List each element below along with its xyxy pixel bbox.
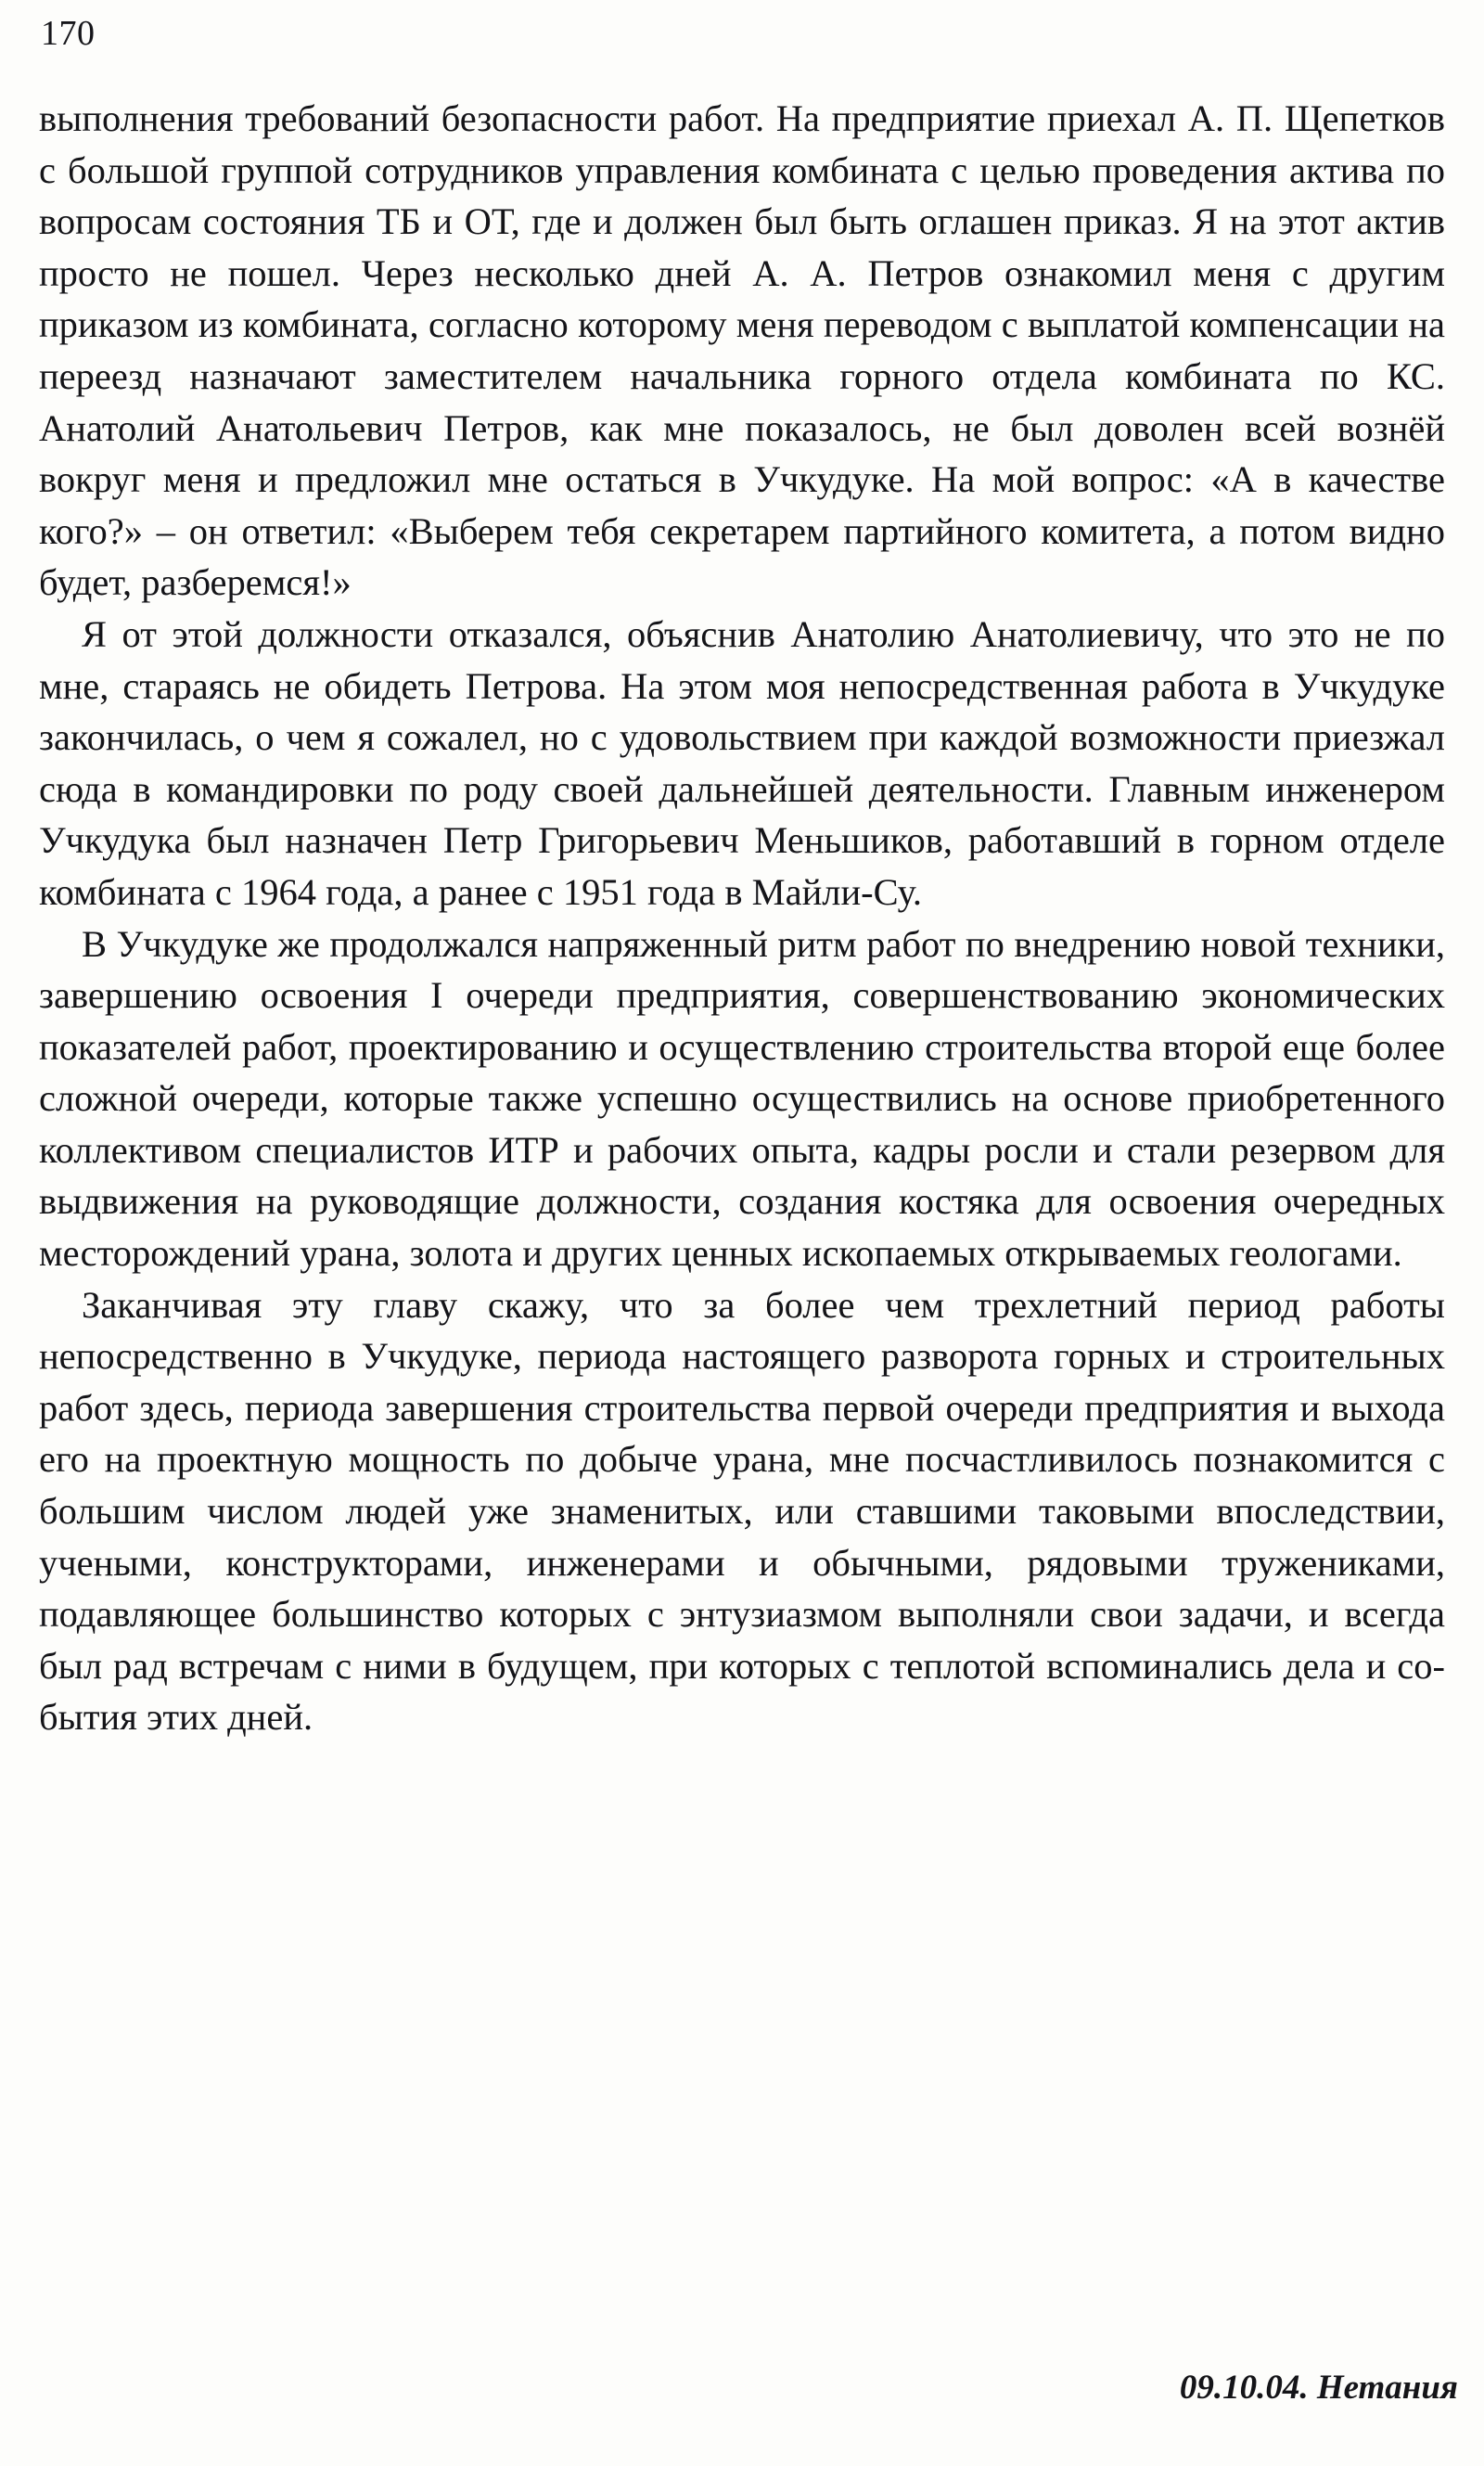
body-text <box>39 93 1445 1743</box>
paragraph-1: выполнения требований безопасности работ. На предприятие приехал А. П. Щепетков с большой группой сотрудников управления комбината с целью проведения актива по вопросам состояния ТБ и ОТ, где и должен был быть оглашен приказ. Я на этот актив просто не пошел. Через несколько дней А. А. Петров ознакомил меня с другим приказом из комбината, согласно которому меня переводом с выплатой компенсации на переезд назначают заместителем начальника горного отдела комбината по КС. Анатолий Анатольевич Петров, как мне показалось, не был доволен всей вознёй вокруг меня и предложил мне остаться в Учкудуке. На мой вопрос: «А в качестве кого?» – он ответил: «Выберем тебя секретарем партийного комитета, а потом видно будет, разберемся!» <box>39 97 1445 604</box>
paragraph-3: В Учкудуке же продолжался напряженный ритм работ по внедрению новой техники, завершению освоения I очереди предприятия, совершенствованию экономических показателей работ, проектированию и осуществлению строительства второй еще более сложной очереди, которые также успешно осуществились на основе приобретенного коллективом специалистов ИТР и рабочих опыта, кадры росли и стали резервом для выдвижения на руководящие должности, создания костяка для освоения очередных месторождений урана, золота и других ценных ископаемых открываемых геологами. <box>39 922 1445 1275</box>
paragraph-4: Заканчивая эту главу скажу, что за более чем трехлетний период работы непосредственно в Учкудуке, периода настоящего разворота горных и строительных работ здесь, периода завершения строительства первой очереди предприятия и выхода его на проектную мощность по добыче урана, мне посчастливилось познакомится с большим числом людей уже знаменитых, или ставшими таковыми впоследствии, учеными, конструкторами, инженерами и обычными, рядовыми тружениками, подавляющее большинство которых с энтузиазмом выполняли свои задачи, и всегда был рад встречам с ними в будущем, при которых с теплотой вспоминались дела и события этих дней. <box>39 1283 1445 1739</box>
page-number: 170 <box>41 14 96 53</box>
signature-line: 09.10.04. Нетания <box>1179 2369 1458 2407</box>
paragraph-2: Я от этой должности отказался, объяснив Анатолию Анатолиевичу, что это не по мне, стараясь не обидеть Петрова. На этом моя непосредственная работа в Учкудуке закончилась, о чем я сожалел, но с удовольствием при каждой возможности приезжал сюда в командировки по роду своей дальнейшей деятельности. Главным инженером Учкудука был назначен Петр Григорьевич Меньшиков, работавший в горном отделе комбината с 1964 года, а ранее с 1951 года в Майли-Су. <box>39 612 1445 913</box>
